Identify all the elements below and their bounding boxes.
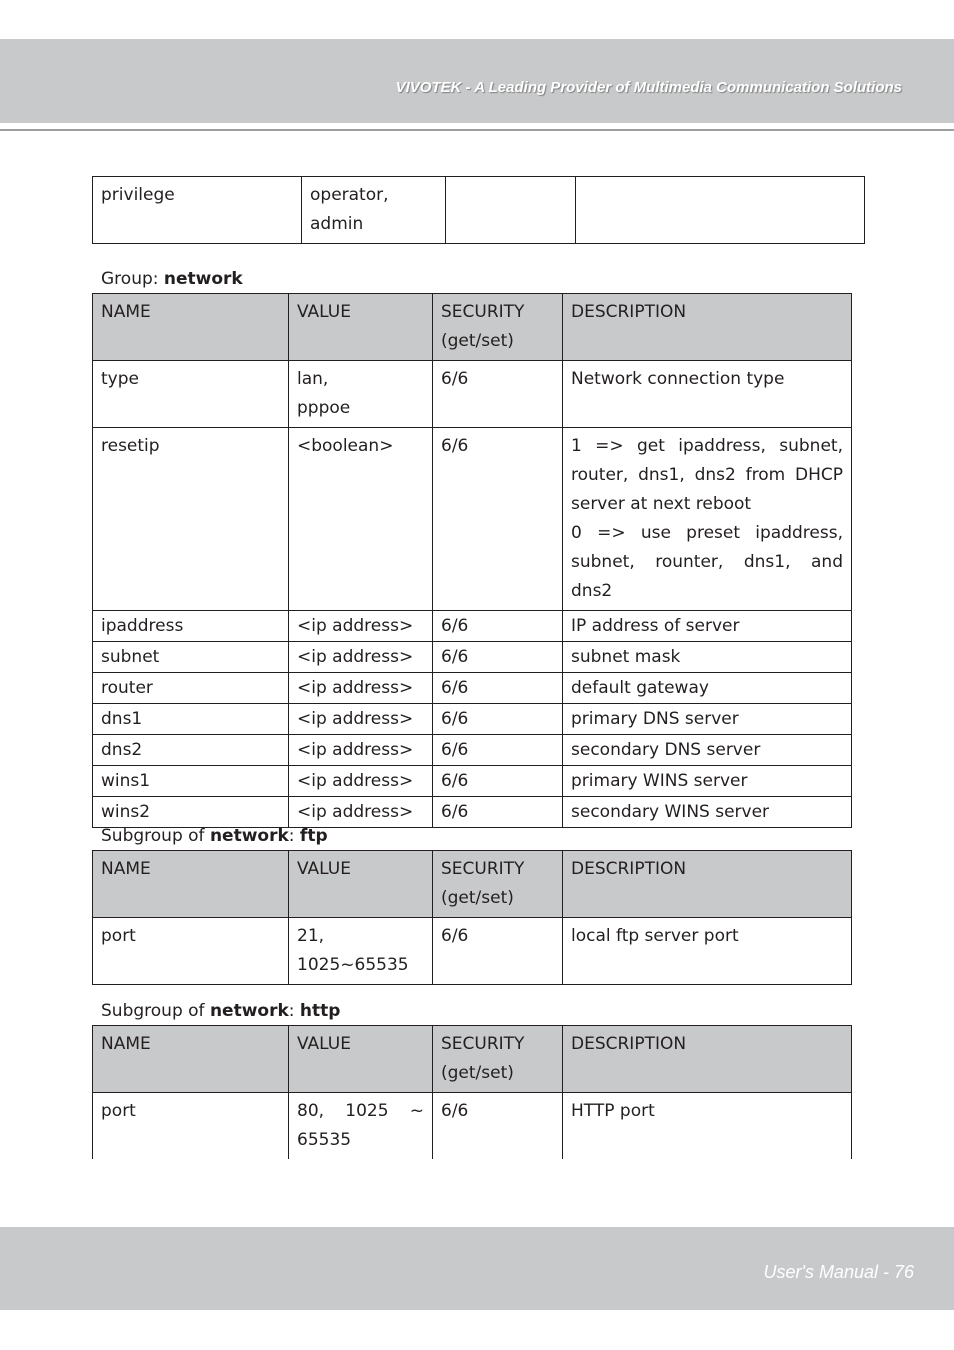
param-description: default gateway	[563, 673, 852, 704]
table-row	[93, 797, 852, 828]
param-security: 6/6	[433, 766, 563, 797]
table-row	[93, 177, 865, 244]
column-header-description: DESCRIPTION	[563, 294, 852, 361]
column-header-name: NAME	[93, 1026, 289, 1093]
param-description: HTTP port	[563, 1093, 852, 1160]
table-row	[93, 1093, 852, 1160]
column-header-value: VALUE	[289, 1026, 433, 1093]
param-description: IP address of server	[563, 611, 852, 642]
table-row	[93, 704, 852, 735]
param-name: subnet	[93, 642, 289, 673]
http-table	[92, 1025, 852, 1159]
column-header-description: DESCRIPTION	[563, 1026, 852, 1093]
column-header-name: NAME	[93, 294, 289, 361]
network-table	[92, 293, 852, 828]
table-row	[93, 611, 852, 642]
param-value: <ip address>	[289, 735, 433, 766]
param-security: 6/6	[433, 918, 563, 985]
param-value: <ip address>	[289, 797, 433, 828]
param-name: dns1	[93, 704, 289, 735]
table-row	[93, 673, 852, 704]
table-header-row	[93, 851, 852, 918]
param-value: 80, 1025 ~ 65535	[289, 1093, 433, 1160]
param-security: 6/6	[433, 735, 563, 766]
param-name: wins1	[93, 766, 289, 797]
param-name: type	[93, 361, 289, 428]
table-row	[93, 642, 852, 673]
param-security: 6/6	[433, 673, 563, 704]
param-description: secondary DNS server	[563, 735, 852, 766]
param-security: 6/6	[433, 428, 563, 611]
param-value: lan, pppoe	[289, 361, 433, 428]
param-name: privilege	[93, 177, 302, 244]
param-security: 6/6	[433, 704, 563, 735]
privilege-table	[92, 176, 865, 244]
table-row	[93, 735, 852, 766]
param-value: <ip address>	[289, 673, 433, 704]
ftp-subgroup-heading: Subgroup of network: ftp	[101, 826, 328, 846]
param-description: subnet mask	[563, 642, 852, 673]
table-row	[93, 918, 852, 985]
param-value: <boolean>	[289, 428, 433, 611]
param-description	[576, 177, 865, 244]
column-header-security: SECURITY (get/set)	[433, 294, 563, 361]
column-header-value: VALUE	[289, 294, 433, 361]
page-number: User's Manual - 76	[763, 1262, 914, 1282]
param-description: primary DNS server	[563, 704, 852, 735]
header-divider	[0, 129, 954, 131]
param-value: <ip address>	[289, 611, 433, 642]
table-row	[93, 428, 852, 611]
param-value: operator, admin	[302, 177, 446, 244]
table-row	[93, 766, 852, 797]
param-value: <ip address>	[289, 766, 433, 797]
network-group-heading: Group: network	[101, 269, 243, 289]
column-header-value: VALUE	[289, 851, 433, 918]
column-header-security: SECURITY (get/set)	[433, 851, 563, 918]
param-description: secondary WINS server	[563, 797, 852, 828]
param-description: primary WINS server	[563, 766, 852, 797]
param-security: 6/6	[433, 611, 563, 642]
param-description: local ftp server port	[563, 918, 852, 985]
table-row	[93, 361, 852, 428]
param-security: 6/6	[433, 797, 563, 828]
param-security	[446, 177, 576, 244]
table-header-row	[93, 1026, 852, 1093]
param-name: router	[93, 673, 289, 704]
param-security: 6/6	[433, 1093, 563, 1160]
param-description: 1 => get ipaddress, subnet, router, dns1, dns2 from DHCP server at next reboot 0 => use preset ipaddress, subnet, rounter, dns1, and dns2	[563, 428, 852, 611]
column-header-name: NAME	[93, 851, 289, 918]
http-subgroup-heading: Subgroup of network: http	[101, 1001, 341, 1021]
param-security: 6/6	[433, 361, 563, 428]
param-name: dns2	[93, 735, 289, 766]
column-header-security: SECURITY (get/set)	[433, 1026, 563, 1093]
param-name: wins2	[93, 797, 289, 828]
param-value: <ip address>	[289, 704, 433, 735]
header-tagline: VIVOTEK - A Leading Provider of Multimedia Communication Solutions	[395, 79, 902, 96]
param-name: port	[93, 1093, 289, 1160]
param-name: port	[93, 918, 289, 985]
ftp-table	[92, 850, 852, 985]
param-name: resetip	[93, 428, 289, 611]
param-value: <ip address>	[289, 642, 433, 673]
param-description: Network connection type	[563, 361, 852, 428]
param-security: 6/6	[433, 642, 563, 673]
column-header-description: DESCRIPTION	[563, 851, 852, 918]
param-value: 21, 1025~65535	[289, 918, 433, 985]
table-header-row	[93, 294, 852, 361]
param-name: ipaddress	[93, 611, 289, 642]
